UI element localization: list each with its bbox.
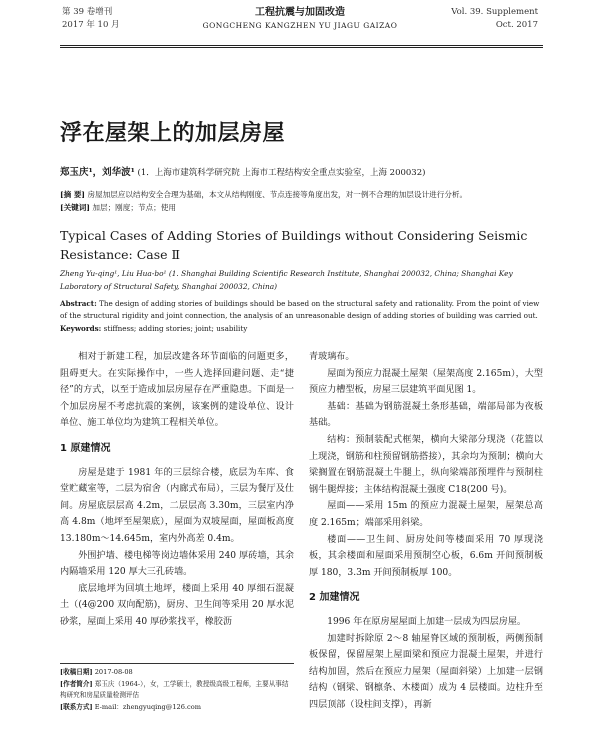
author-bio: 郑玉庆（1964-），女，工学硕士，教授级高级工程师，主要从事结构研究和房屋质量检测评估 bbox=[60, 679, 289, 699]
structure-paragraph: 结构：预制装配式框架，横向大梁部分现浇（花篮以上现浇，钢筋和柱预留钢筋搭接），其余均为预制；横向大梁搁置在钢筋混凝土牛腿上，纵向梁端部预埋件与预制柱钢牛腿焊接；主体结构混凝土强度 C18(200 号)。 bbox=[309, 434, 543, 495]
keywords-label-en: Keywords: bbox=[60, 324, 102, 333]
volume-label: 第 39 卷增刊 bbox=[62, 7, 113, 17]
keywords-cn bbox=[60, 201, 543, 214]
abstract-label: [摘 要] bbox=[60, 190, 86, 199]
header-rule-bottom bbox=[60, 47, 543, 48]
volume-label-en: Vol. 39. Supplement bbox=[451, 7, 538, 17]
body-column-right bbox=[309, 349, 543, 713]
footnote-block bbox=[60, 667, 294, 713]
roof-truss-paragraph: 屋面——采用 15m 的预应力混凝土屋架，屋架总高度 2.165m；端部采用斜梁。 bbox=[309, 501, 543, 528]
contact-line bbox=[60, 702, 294, 714]
article-title: 浮在屋架上的加层房屋 bbox=[60, 121, 286, 146]
abstract-text: 房屋加层应以结构安全合理为基础，本文从结构刚度、节点连接等角度出发，对一例不合理的加层设计进行分析。 bbox=[87, 190, 468, 199]
author-names-en: Zheng Yu-qing¹, Liu Hua-bo¹ bbox=[60, 269, 167, 278]
keywords-en bbox=[60, 323, 543, 335]
contact-email: E-mail：zhengyuqing@126.com bbox=[94, 702, 201, 711]
author-bio-label: [作者简介] bbox=[60, 679, 93, 688]
section-2-heading: 2 加建情况 bbox=[309, 592, 360, 604]
keywords-label: [关键词] bbox=[60, 203, 90, 212]
continued-paragraph: 青玻璃布。 bbox=[309, 352, 355, 362]
author-affiliation-en: (1. Shanghai Building Scientific Research Institute, Shanghai 200032, China; Shanghai Key Laboratory of Structural Safety, Shanghai 200032, China) bbox=[60, 269, 513, 291]
section-1-paragraph-3: 底层地坪为回填土地坪，楼面上采用 40 厚细石混凝土（(4@200 双向配筋)，厨房、卫生间等采用 20 厚水泥砂浆，屋面上采用 40 厚砂浆找平，橡胶沥 bbox=[60, 583, 294, 627]
article-title-en: Typical Cases of Adding Stories of Buildings without Considering Seismic Resistance: Case Ⅱ bbox=[60, 228, 528, 262]
received-date: 2017-08-08 bbox=[94, 668, 133, 676]
abstract-label-en: Abstract: bbox=[60, 299, 97, 308]
keywords-text: 加层；刚度；节点；使用 bbox=[92, 203, 176, 212]
author-affiliation: (1．上海市建筑科学研究院 上海市工程结构安全重点实验室，上海 200032) bbox=[137, 168, 426, 178]
header-rule-top bbox=[60, 45, 543, 46]
section-2-paragraph-1: 1996 年在原房屋屋面上加建一层成为四层房屋。 bbox=[327, 616, 527, 627]
issue-date-en: Oct. 2017 bbox=[495, 20, 538, 30]
roof-paragraph: 屋面为预应力混凝土屋架（屋架高度 2.165m），大型预应力槽型板，房屋三层建筑平面见图 1。 bbox=[309, 368, 543, 396]
abstract-text-en: The design of adding stories of buildings should be based on the structural safety and rationality. From the point of view of the structural rigidity and joint connection, the analysis of an unreasonable design of adding stories of building was carried out. bbox=[60, 299, 540, 320]
contact-label: [联系方式] bbox=[60, 702, 93, 711]
journal-pinyin: GONGCHENG KANGZHEN YU JIAGU GAIZAO bbox=[202, 21, 398, 30]
floor-paragraph: 楼面——卫生间、厨房处间等楼面采用 70 厚现浇板，其余楼面和屋面采用预制空心板，6.6m 开间预制板厚 180，3.3m 开间预制板厚 100。 bbox=[309, 534, 543, 578]
journal-title: 工程抗震与加固改造 bbox=[255, 7, 345, 18]
section-2-paragraph-2: 加建时拆除原 2～8 轴屋脊区域的预制板，两侧预制板保留，保留屋架上屋面梁和预应力混凝土屋架，并进行结构加固，然后在预应力屋架（屋面斜梁）上加建一层钢结构（钢梁、钢檩条、木楼面）成为 4 层楼面。边柱升至四层顶部（设柱间支撑），再新 bbox=[309, 633, 543, 710]
running-header bbox=[0, 6, 600, 44]
header-right bbox=[451, 6, 538, 32]
author-line bbox=[60, 164, 425, 178]
author-bio-line bbox=[60, 679, 294, 702]
abstract-en bbox=[60, 298, 543, 322]
footnote-rule bbox=[60, 663, 294, 664]
author-line-en bbox=[60, 267, 543, 293]
abstract-cn bbox=[60, 188, 543, 201]
keywords-text-en: stiffness; adding stories; joint; usability bbox=[103, 324, 248, 333]
section-1-heading: 1 原建情况 bbox=[60, 442, 111, 454]
section-1-paragraph-1: 房屋是建于 1981 年的三层综合楼，底层为车库、食堂贮藏室等，二层为宿舍（内廊式布局），三层为餐厅及仕间。房屋底层层高 4.2m，二层层高 3.30m，三层室内净高 4.8m（地坪至屋架底），屋面为双坡屋面，屋面板高度 13.180m～14.645m，室内外高差 0.4m。 bbox=[60, 467, 294, 544]
section-1-paragraph-2: 外围护墙、楼电梯等岗边墙体采用 240 厚砖墙，其余内隔墙采用 120 厚大三孔砖墙。 bbox=[60, 550, 294, 578]
body-column-left bbox=[60, 349, 294, 631]
intro-paragraph: 相对于新建工程，加层改建各环节面临的问题更多，阻碍更大。在实际操作中，一些人选择回避问题、走“捷径”的方式，以至于造成加层房屋存在严重隐患。下面是一个加层房屋不考虑抗震的案例，该案例的建设单位、设计单位、施工单位均为建筑工程相关单位。 bbox=[60, 352, 294, 429]
foundation-paragraph: 基础：基础为钢筋混凝土条形基础，端部局部为夜板基础。 bbox=[309, 401, 543, 429]
received-line bbox=[60, 667, 294, 679]
received-label: [收稿日期] bbox=[60, 668, 93, 676]
issue-date: 2017 年 10 月 bbox=[62, 20, 120, 30]
author-names: 郑玉庆¹，刘华波¹ bbox=[60, 167, 135, 178]
